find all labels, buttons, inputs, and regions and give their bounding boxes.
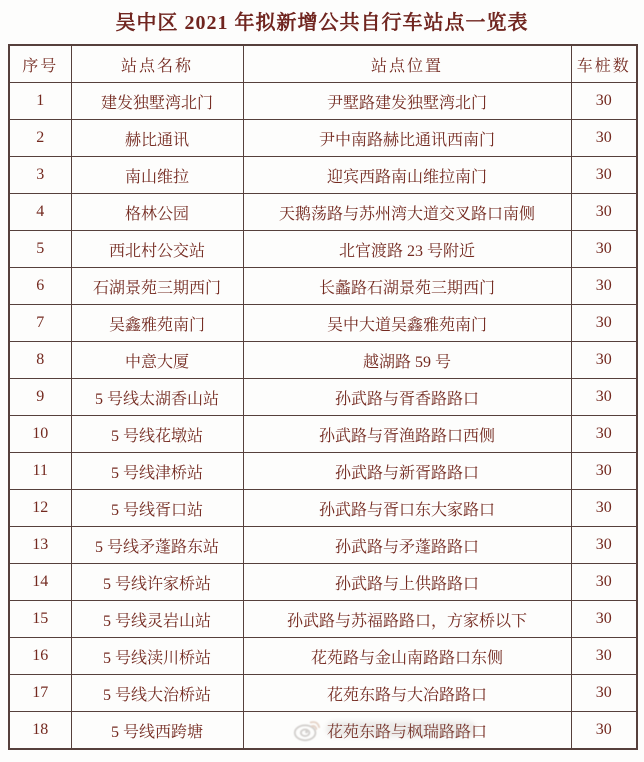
cell-no: 16 xyxy=(9,638,71,675)
cell-no: 14 xyxy=(9,564,71,601)
table-row xyxy=(9,305,637,342)
cell-name: 5 号线津桥站 xyxy=(71,453,243,490)
table-header-row xyxy=(9,45,637,83)
cell-no: 11 xyxy=(9,453,71,490)
cell-no: 3 xyxy=(9,157,71,194)
page-title: 吴中区 2021 年拟新增公共自行车站点一览表 xyxy=(115,12,529,34)
table-row xyxy=(9,527,637,564)
cell-name: 石湖景苑三期西门 xyxy=(71,268,243,305)
cell-name: 5 号线花墩站 xyxy=(71,416,243,453)
header-count: 车桩数 xyxy=(571,45,637,83)
table-row xyxy=(9,416,637,453)
cell-count: 30 xyxy=(571,416,637,453)
cell-location: 孙武路与上供路路口 xyxy=(243,564,571,601)
cell-location: 花苑路与金山南路路口东侧 xyxy=(243,638,571,675)
cell-count: 30 xyxy=(571,305,637,342)
cell-name: 5 号线大治桥站 xyxy=(71,675,243,712)
cell-count: 30 xyxy=(571,601,637,638)
table-row xyxy=(9,268,637,305)
cell-no: 7 xyxy=(9,305,71,342)
cell-location: 长蠡路石湖景苑三期西门 xyxy=(243,268,571,305)
cell-location: 孙武路与新胥路路口 xyxy=(243,453,571,490)
cell-location: 越湖路 59 号 xyxy=(243,342,571,379)
cell-name: 5 号线胥口站 xyxy=(71,490,243,527)
header-no: 序号 xyxy=(9,45,71,83)
cell-name: 5 号线矛蓬路东站 xyxy=(71,527,243,564)
cell-location: 尹墅路建发独墅湾北门 xyxy=(243,83,571,120)
cell-location: 花苑东路与枫瑞路路口 xyxy=(243,712,571,750)
cell-count: 30 xyxy=(571,231,637,268)
cell-name: 5 号线西跨塘 xyxy=(71,712,243,750)
cell-location: 孙武路与胥渔路路口西侧 xyxy=(243,416,571,453)
cell-location: 尹中南路赫比通讯西南门 xyxy=(243,120,571,157)
cell-no: 13 xyxy=(9,527,71,564)
cell-location: 孙武路与胥香路路口 xyxy=(243,379,571,416)
cell-name: 5 号线渎川桥站 xyxy=(71,638,243,675)
table-row xyxy=(9,379,637,416)
cell-location: 吴中大道吴鑫雅苑南门 xyxy=(243,305,571,342)
cell-count: 30 xyxy=(571,120,637,157)
cell-name: 西北村公交站 xyxy=(71,231,243,268)
table-row xyxy=(9,712,637,750)
table-row xyxy=(9,638,637,675)
cell-name: 中意大厦 xyxy=(71,342,243,379)
cell-name: 格林公园 xyxy=(71,194,243,231)
cell-count: 30 xyxy=(571,675,637,712)
cell-location: 孙武路与苏福路路口，方家桥以下 xyxy=(243,601,571,638)
cell-no: 9 xyxy=(9,379,71,416)
cell-count: 30 xyxy=(571,564,637,601)
cell-no: 1 xyxy=(9,83,71,120)
table-row xyxy=(9,231,637,268)
cell-count: 30 xyxy=(571,268,637,305)
station-table xyxy=(8,44,638,750)
cell-location: 孙武路与矛蓬路路口 xyxy=(243,527,571,564)
cell-no: 6 xyxy=(9,268,71,305)
table-row xyxy=(9,490,637,527)
cell-count: 30 xyxy=(571,490,637,527)
cell-no: 2 xyxy=(9,120,71,157)
cell-count: 30 xyxy=(571,379,637,416)
cell-no: 10 xyxy=(9,416,71,453)
table-row xyxy=(9,194,637,231)
cell-location: 迎宾西路南山维拉南门 xyxy=(243,157,571,194)
cell-name: 吴鑫雅苑南门 xyxy=(71,305,243,342)
cell-count: 30 xyxy=(571,83,637,120)
cell-name: 南山维拉 xyxy=(71,157,243,194)
cell-count: 30 xyxy=(571,638,637,675)
cell-count: 30 xyxy=(571,527,637,564)
cell-name: 5 号线灵岩山站 xyxy=(71,601,243,638)
cell-name: 5 号线太湖香山站 xyxy=(71,379,243,416)
cell-count: 30 xyxy=(571,453,637,490)
table-row xyxy=(9,83,637,120)
cell-count: 30 xyxy=(571,194,637,231)
cell-location: 花苑东路与大冶路路口 xyxy=(243,675,571,712)
cell-no: 8 xyxy=(9,342,71,379)
table-row xyxy=(9,157,637,194)
table-row xyxy=(9,601,637,638)
cell-name: 5 号线许家桥站 xyxy=(71,564,243,601)
table-row xyxy=(9,120,637,157)
cell-name: 赫比通讯 xyxy=(71,120,243,157)
cell-no: 15 xyxy=(9,601,71,638)
cell-no: 5 xyxy=(9,231,71,268)
cell-no: 17 xyxy=(9,675,71,712)
table-row xyxy=(9,675,637,712)
cell-count: 30 xyxy=(571,157,637,194)
table-row xyxy=(9,564,637,601)
cell-name: 建发独墅湾北门 xyxy=(71,83,243,120)
cell-no: 12 xyxy=(9,490,71,527)
header-name: 站点名称 xyxy=(71,45,243,83)
table-row xyxy=(9,342,637,379)
cell-location: 北官渡路 23 号附近 xyxy=(243,231,571,268)
cell-no: 18 xyxy=(9,712,71,750)
table-row xyxy=(9,453,637,490)
cell-count: 30 xyxy=(571,712,637,750)
cell-count: 30 xyxy=(571,342,637,379)
cell-location: 天鹅荡路与苏州湾大道交叉路口南侧 xyxy=(243,194,571,231)
cell-location: 孙武路与胥口东大家路口 xyxy=(243,490,571,527)
header-location: 站点位置 xyxy=(243,45,571,83)
cell-no: 4 xyxy=(9,194,71,231)
